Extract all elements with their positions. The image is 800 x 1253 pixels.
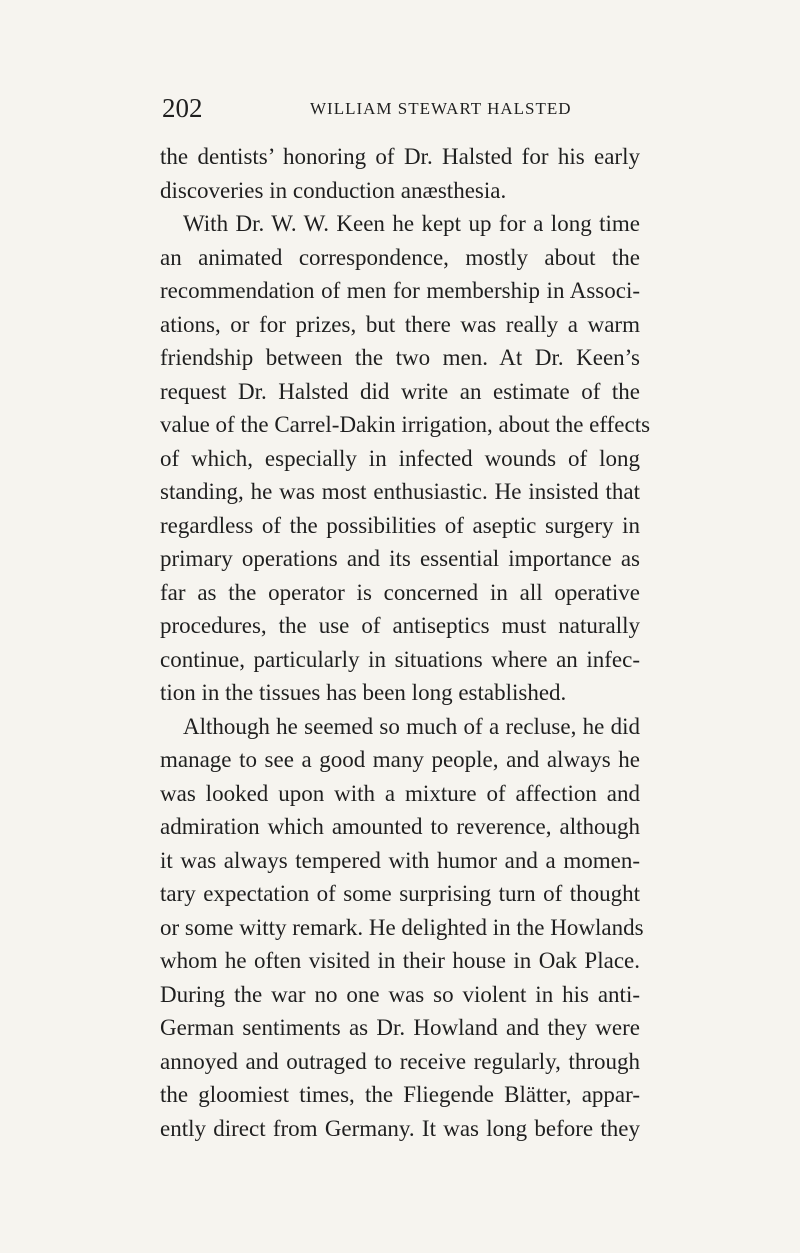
text-line: procedures, the use of antiseptics must naturally — [160, 613, 640, 638]
text-line: Although he seemed so much of a recluse, he did — [183, 713, 640, 739]
text-line: ations, or for prizes, but there was really a warm — [160, 311, 640, 337]
text-line: was looked upon with a mixture of affection and — [160, 780, 640, 806]
text-line: value of the Carrel-Dakin irrigation, about the effects — [160, 412, 651, 437]
text-line: of which, especially in infected wounds of long — [160, 445, 640, 471]
text-line: discoveries in conduction anæsthesia. — [160, 177, 507, 203]
text-line: recommendation of men for membership in Associ- — [160, 278, 640, 303]
text-line: tary expectation of some surprising turn of thought — [160, 881, 640, 906]
text-line: standing, he was most enthusiastic. He insisted that — [160, 479, 640, 504]
text-line: regardless of the possibilities of aseptic surgery in — [160, 512, 640, 538]
text-line: ently direct from Germany. It was long before they — [160, 1115, 640, 1141]
text-line: far as the operator is concerned in all operative — [160, 579, 640, 605]
text-line: it was always tempered with humor and a momen- — [160, 847, 640, 873]
text-line: During the war no one was so violent in his anti- — [160, 981, 640, 1007]
text-line: an animated correspondence, mostly about the — [160, 244, 640, 270]
body-text — [160, 140, 651, 1145]
text-line: the gloomiest times, the Fliegende Blätter, appar- — [160, 1082, 640, 1107]
text-line: or some witty remark. He delighted in the Howlands — [160, 914, 644, 940]
page-number: 202 — [162, 93, 203, 123]
text-line: German sentiments as Dr. Howland and they were — [160, 1015, 640, 1040]
text-line: request Dr. Halsted did write an estimate of the — [160, 378, 640, 404]
text-line: admiration which amounted to reverence, although — [160, 814, 640, 839]
text-line: continue, particularly in situations where an infec- — [160, 646, 640, 672]
running-head: WILLIAM STEWART HALSTED — [310, 99, 572, 118]
text-line: manage to see a good many people, and always he — [160, 747, 640, 772]
page-header — [162, 90, 642, 130]
text-line: friendship between the two men. At Dr. Keen’s — [160, 345, 640, 370]
text-line: With Dr. W. W. Keen he kept up for a long time — [183, 211, 640, 236]
text-line: primary operations and its essential importance as — [160, 546, 640, 571]
text-line: the dentists’ honoring of Dr. Halsted for his early — [160, 144, 640, 169]
text-line: annoyed and outraged to receive regularly, through — [160, 1048, 640, 1074]
text-line: whom he often visited in their house in Oak Place. — [160, 948, 640, 973]
text-line: tion in the tissues has been long established. — [160, 680, 567, 705]
